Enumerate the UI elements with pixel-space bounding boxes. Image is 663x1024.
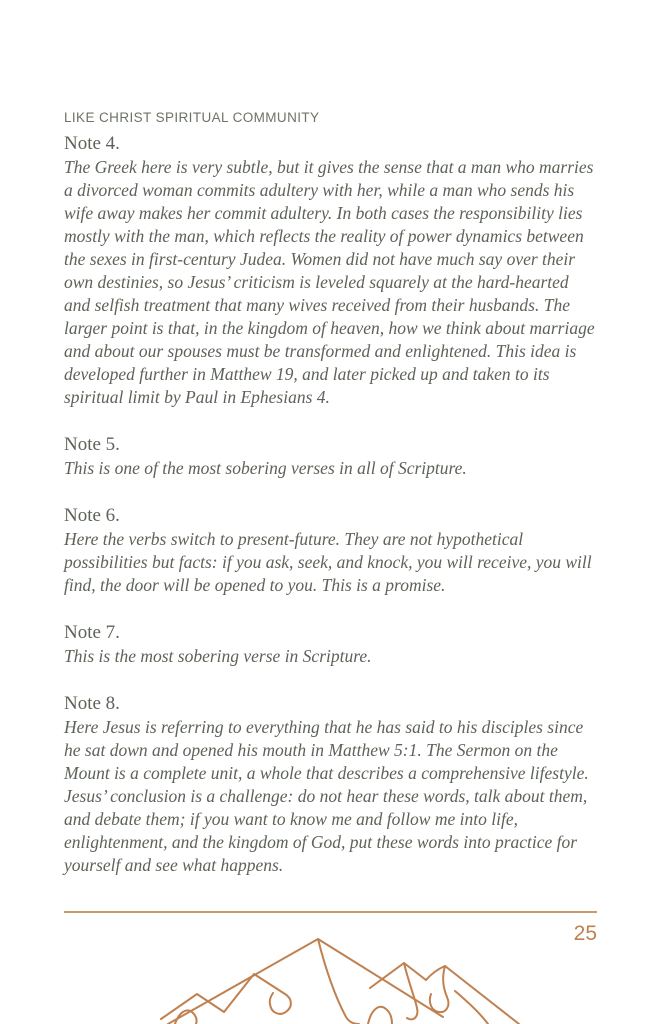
note-title: Note 4. bbox=[64, 133, 120, 154]
note-body: Here Jesus is referring to everything that he has said to his disciples since he sat down and opened his mouth in Matthew 5:1. The Sermon on the Mount is a complete unit, a whole that describes a comprehensive lifestyle. Jesus’ conclusion is a challenge: do not hear these words, talk about them, and debate them; if you want to know me and follow me into life, enlightenment, and the kingdom of God, put these words into practice for yourself and see what happens. bbox=[64, 717, 589, 875]
mountains-icon bbox=[0, 930, 663, 1024]
note-title: Note 6. bbox=[64, 505, 120, 526]
page-number: 25 bbox=[573, 922, 597, 945]
note-body: This is the most sobering verse in Scripture. bbox=[64, 646, 372, 666]
note-block-8 bbox=[64, 692, 599, 877]
note-title: Note 8. bbox=[64, 693, 120, 714]
note-body: Here the verbs switch to present-future. They are not hypothetical possibilities but facts: if you ask, seek, and knock, you will receive, you will find, the door will be opened to you. This is a promise. bbox=[64, 529, 592, 595]
running-header: LIKE CHRIST SPIRITUAL COMMUNITY bbox=[64, 110, 320, 125]
note-block-6 bbox=[64, 504, 599, 597]
footer-divider bbox=[64, 911, 597, 913]
note-block-4 bbox=[64, 132, 599, 409]
note-block-5 bbox=[64, 433, 599, 480]
notes-section bbox=[64, 132, 599, 901]
note-block-7 bbox=[64, 621, 599, 668]
note-title: Note 5. bbox=[64, 434, 120, 455]
note-body: The Greek here is very subtle, but it gives the sense that a man who marries a divorced woman commits adultery with her, while a man who sends his wife away makes her commit adultery. In both cases the responsibility lies mostly with the man, which reflects the reality of power dynamics between the sexes in first-century Judea. Women did not have much say over their own destinies, so Jesus’ criticism is leveled squarely at the hard-hearted and selfish treatment that many wives received from their husbands. The larger point is that, in the kingdom of heaven, how we think about marriage and about our spouses must be transformed and enlightened. This idea is developed further in Matthew 19, and later picked up and taken to its spiritual limit by Paul in Ephesians 4. bbox=[64, 157, 595, 407]
note-title: Note 7. bbox=[64, 622, 120, 643]
note-body: This is one of the most sobering verses in all of Scripture. bbox=[64, 458, 467, 478]
